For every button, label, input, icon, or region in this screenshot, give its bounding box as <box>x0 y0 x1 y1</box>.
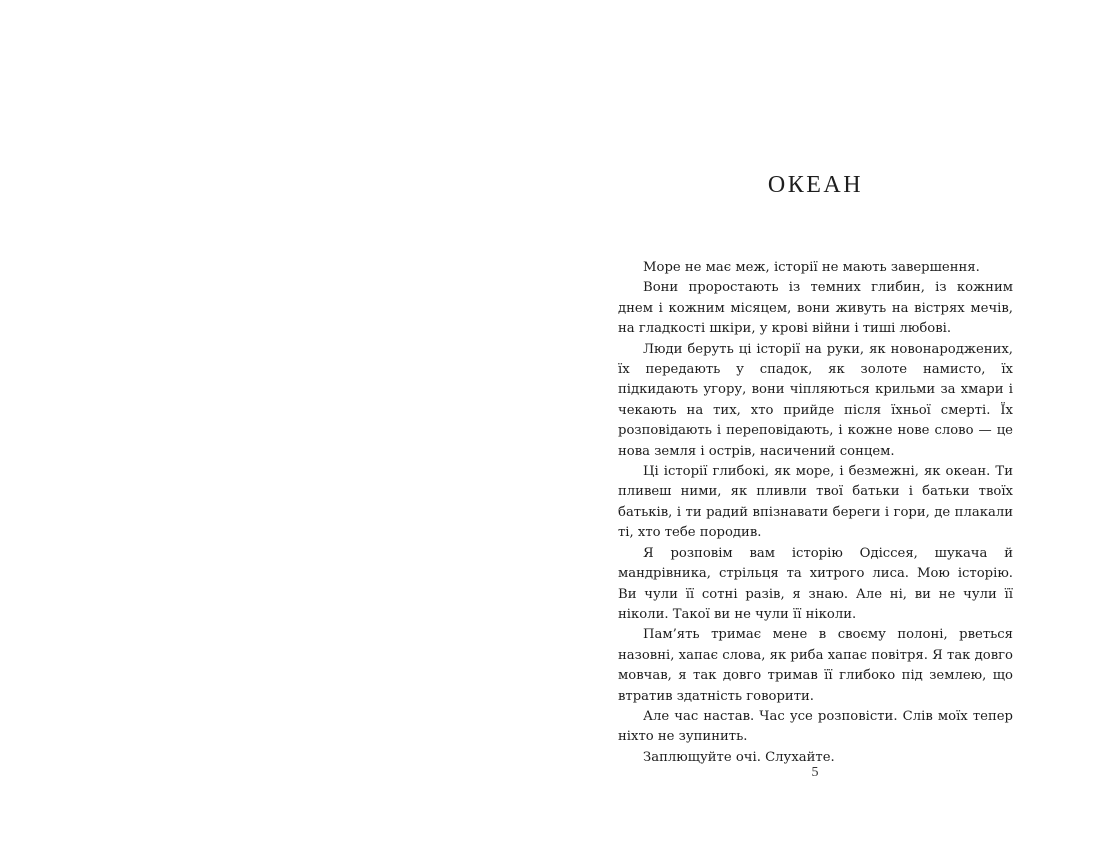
paragraph-6: Пам’ять тримає мене в своєму полоні, рветься назовні, хапає слова, як риба хапає повітря. Я так довго мовчав, я так довго тримав її глибоко під землею, що втратив здатність говорити. <box>618 627 1013 704</box>
paragraph-1: Море не має меж, історії не мають завершення. <box>643 260 980 275</box>
left-page-blank <box>0 0 552 849</box>
page-number: 5 <box>811 765 819 780</box>
paragraph-3: Люди беруть ці історії на руки, як новонароджених, їх передають у спадок, як золоте намисто, їх підкидають угору, вони чіпляються крильми за хмари і чекають на тих, хто прийде після їхньої смерті. Їх розповідають і переповідають, і кожне нове слово — це нова земля і острів, насичений сонцем. <box>618 341 1013 459</box>
chapter-body <box>618 258 1013 768</box>
paragraph-8: Заплющуйте очі. Слухайте. <box>643 749 835 765</box>
paragraph-5: Я розповім вам історію Одіссея, шукача й мандрівника, стрільця та хитрого лиса. Мою історію. Ви чули її сотні разів, я знаю. Але ні, ви не чули її ніколи. Такої ви не чули її ніколи. <box>618 545 1013 622</box>
chapter-title: ОКЕАН <box>767 172 864 198</box>
paragraph-4: Ці історії глибокі, як море, і безмежні, як океан. Ти пливеш ними, як пливли твої батьки і батьки твоїх батьків, і ти радий впізнавати береги і гори, де плакали ті, хто тебе породив. <box>618 464 1013 541</box>
paragraph-7: Але час настав. Час усе розповісти. Слів моїх тепер ніхто не зупинить. <box>618 708 1013 745</box>
paragraph-2: Вони проростають із темних глибин, із кожним днем і кожним місяцем, вони живуть на вістрях мечів, на гладкості шкіри, у крові війни і тиші любові. <box>618 280 1013 337</box>
